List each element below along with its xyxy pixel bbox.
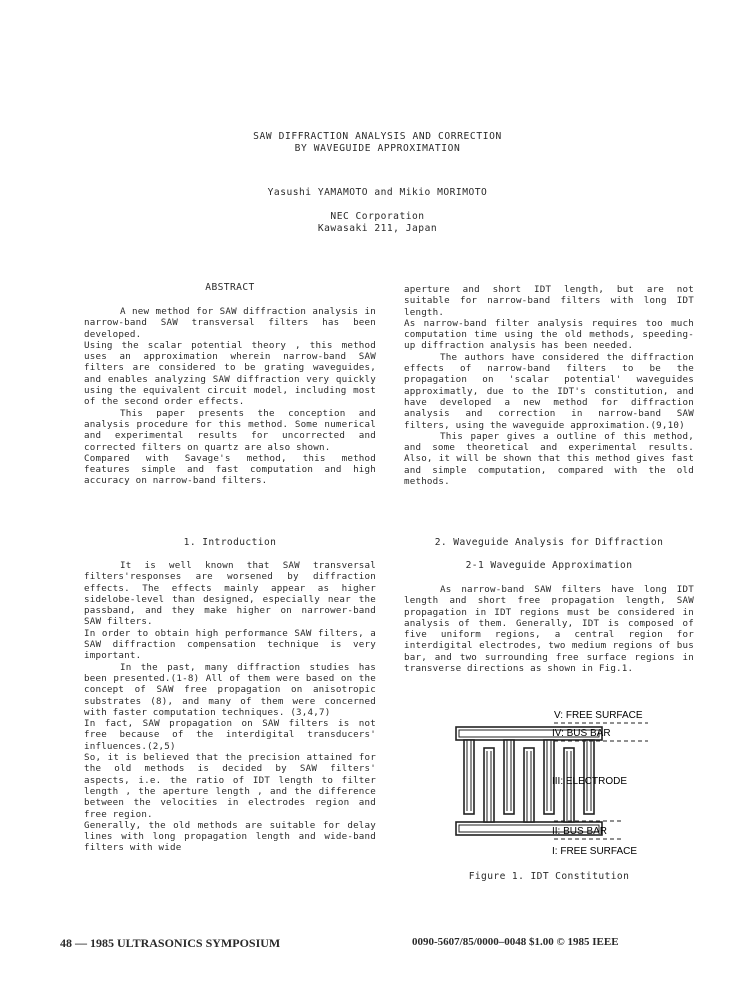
introduction-paragraph: It is well known that SAW transversal filters'responses are worsened by diffraction effects. The effects mainly appear as higher sidelobe-level than designed, especially near the passband, and they make higher on narrower-band SAW filters.: [84, 560, 376, 628]
introduction-paragraph: In fact, SAW propagation on SAW filters is not free because of the interdigital transducers' influences.(2,5): [84, 718, 376, 752]
abstract-paragraph: A new method for SAW diffraction analysis in narrow-band SAW transversal filters has been developed.: [84, 306, 376, 340]
label-free-surface-bottom: I: FREE SURFACE: [552, 846, 638, 857]
paper-title-line2: BY WAVEGUIDE APPROXIMATION: [294, 143, 461, 154]
introduction-paragraph: In the past, many diffraction studies has been presented.(1-8) All of them were based on the concept of SAW free propagation on anisotropic substrates (8), and many of them were concerned with faster computation techniques. (3,4,7): [84, 661, 376, 718]
label-bus-bar-bottom: II: BUS BAR: [552, 826, 608, 837]
right-intro-paragraph: This paper gives a outline of this method, and some theoretical and experimental results. Also, it will be shown that this method gives fast and simple computation, compared with the old methods.: [404, 430, 694, 488]
figure-caption: Figure 1. IDT Constitution: [468, 871, 630, 882]
electrode-finger: [464, 740, 474, 814]
section2-subheading: 2-1 Waveguide Approximation: [465, 560, 633, 571]
section2-body: [404, 584, 694, 674]
electrode-finger: [524, 748, 534, 822]
electrode-finger: [504, 740, 514, 814]
right-intro-paragraph: The authors have considered the diffraction effects of narrow-band filters to be the propagation on 'scalar potential' waveguides approximatly, due to the IDT's constitution, and have developed a new method for diffraction analysis and correction in narrow-band SAW filters, using the waveguide approximation.(9,10): [404, 351, 694, 431]
abstract-paragraph: This paper presents the conception and analysis procedure for this method. Some numerical and experimental results for uncorrected and corrected filters on quartz are also shown.: [84, 407, 376, 453]
right-intro-paragraph: aperture and short IDT length, but are not suitable for narrow-band filters with long IDT length.: [404, 284, 694, 318]
right-intro-paragraph: As narrow-band filter analysis requires too much computation time using the old methods, speeding-up diffraction analysis has been needed.: [404, 317, 694, 352]
label-electrode: III: ELECTRODE: [552, 776, 628, 787]
section2-heading: 2. Waveguide Analysis for Diffraction: [434, 537, 664, 548]
abstract-paragraph: Compared with Savage's method, this method features simple and fast computation and high accuracy on narrow-band filters.: [84, 452, 376, 487]
figure-idt-constitution: [448, 705, 688, 865]
authors: Yasushi YAMAMOTO and Mikio MORIMOTO: [267, 187, 488, 198]
section2-paragraph: As narrow-band SAW filters have long IDT length and short free propagation length, SAW propagation in IDT regions must be considered in analysis of them. Generally, IDT is composed of five uniform regions, a central region for interdigital electrodes, two medium regions of bus bar, and two surrounding free surface regions in transverse directions as shown in Fig.1.: [404, 584, 694, 675]
introduction-paragraph: In order to obtain high performance SAW filters, a SAW diffraction compensation technique is very important.: [84, 627, 376, 662]
abstract-heading: ABSTRACT: [205, 282, 255, 293]
abstract-paragraph: Using the scalar potential theory , this method uses an approximation wherein narrow-band SAW filters are considered to be grating waveguides, and enables analyzing SAW diffraction very quickly using the equivalent circuit model, including most of the second order effects.: [84, 339, 376, 408]
paper-title-line1: SAW DIFFRACTION ANALYSIS AND CORRECTION: [253, 131, 502, 142]
electrode-finger: [484, 748, 494, 822]
affiliation-org: NEC Corporation: [330, 211, 425, 222]
affiliation-place: Kawasaki 211, Japan: [317, 223, 438, 234]
right-intro-body: [404, 284, 694, 487]
footer-right: 0090-5607/85/0000–0048 $1.00 © 1985 IEEE: [412, 936, 619, 948]
abstract-body: [84, 306, 376, 487]
label-free-surface-top: V: FREE SURFACE: [554, 710, 643, 721]
introduction-heading: 1. Introduction: [183, 537, 277, 548]
label-bus-bar-top: IV: BUS BAR: [552, 728, 611, 739]
footer-left: 48 — 1985 ULTRASONICS SYMPOSIUM: [60, 936, 281, 950]
introduction-paragraph: So, it is believed that the precision attained for the old methods is decided by SAW filters' aspects, i.e. the ratio of IDT length to filter length , the aperture length , and the difference between the velocities in electrodes region and free region.: [84, 752, 376, 820]
introduction-body: [84, 560, 376, 854]
introduction-paragraph: Generally, the old methods are suitable for delay lines with long propagation length and wide-band filters with wide: [84, 819, 376, 854]
